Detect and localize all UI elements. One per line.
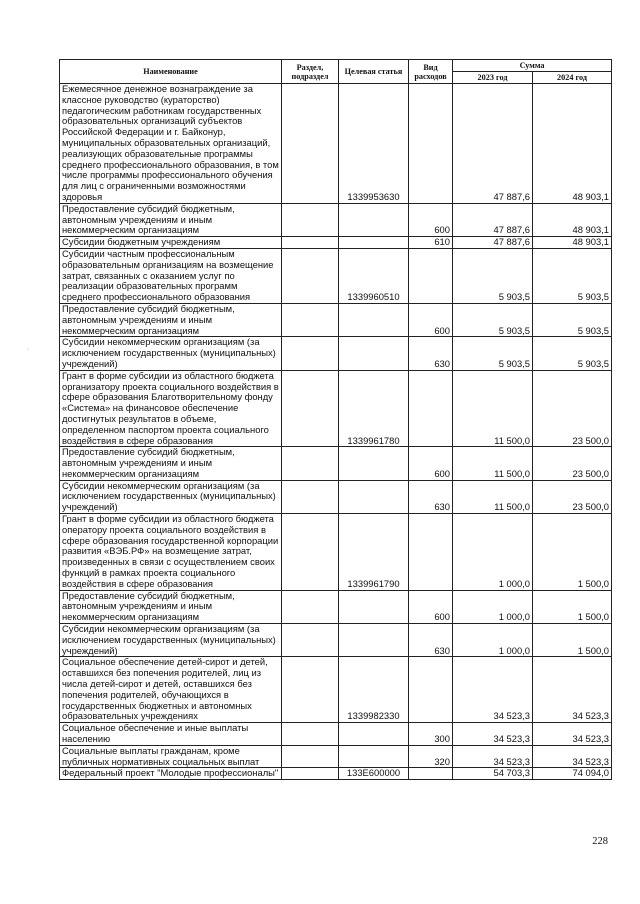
row-name: Федеральный проект "Молодые профессионалы" [60, 768, 282, 780]
row-sum-2024: 23 500,0 [533, 370, 612, 447]
row-kind: 600 [409, 447, 453, 480]
row-sum-2023: 54 703,3 [453, 768, 533, 780]
row-sum-2024: 34 523,3 [533, 745, 612, 768]
table-row [60, 624, 612, 657]
row-sum-2024: 34 523,3 [533, 723, 612, 746]
row-target: 133E600000 [339, 768, 409, 780]
row-sum-2024: 1 500,0 [533, 624, 612, 657]
table-row [60, 590, 612, 623]
row-name: Субсидии некоммерческим организациям (за исключением государственных (муниципальных) учреждений) [60, 480, 282, 513]
header-target: Целевая статья [339, 60, 409, 84]
row-kind [409, 657, 453, 723]
row-name: Субсидии некоммерческим организациям (за исключением государственных (муниципальных) учреждений) [60, 624, 282, 657]
table-row [60, 337, 612, 370]
row-kind: 600 [409, 203, 453, 236]
row-sum-2023: 34 523,3 [453, 723, 533, 746]
header-name: Наименование [60, 60, 282, 84]
row-sum-2024: 48 903,1 [533, 203, 612, 236]
header-kind: Вид расходов [409, 60, 453, 84]
row-sum-2023: 11 500,0 [453, 370, 533, 447]
row-name: Предоставление субсидий бюджетным, автономным учреждениям и иным некоммерческим организациям [60, 303, 282, 336]
row-sum-2023: 34 523,3 [453, 745, 533, 768]
row-sum-2024: 5 903,5 [533, 248, 612, 303]
row-section [282, 624, 339, 657]
row-target: 1339982330 [339, 657, 409, 723]
row-section [282, 745, 339, 768]
table-row [60, 248, 612, 303]
row-sum-2023: 5 903,5 [453, 248, 533, 303]
row-target [339, 447, 409, 480]
header-year-2024: 2024 год [533, 72, 612, 84]
row-target: 1339960510 [339, 248, 409, 303]
row-target [339, 480, 409, 513]
header-year-2023: 2023 год [453, 72, 533, 84]
table-row [60, 447, 612, 480]
table-row [60, 84, 612, 204]
row-target [339, 723, 409, 746]
table-row [60, 514, 612, 591]
table-row [60, 745, 612, 768]
row-target [339, 203, 409, 236]
table-body [60, 84, 612, 780]
row-name: Грант в форме субсидии из областного бюджета организатору проекта социального воздействия в сфере образования Благотворительному фонду «Система» на финансовое обеспечение достигнутых результатов в объеме, определенном паспортом проекта социального воздействия в сфере образования [60, 370, 282, 447]
row-target [339, 624, 409, 657]
row-section [282, 203, 339, 236]
row-kind: 600 [409, 590, 453, 623]
row-target [339, 590, 409, 623]
row-section [282, 768, 339, 780]
row-kind: 630 [409, 337, 453, 370]
table-row [60, 480, 612, 513]
row-kind [409, 370, 453, 447]
row-target [339, 745, 409, 768]
row-section [282, 303, 339, 336]
table-row [60, 303, 612, 336]
row-section [282, 84, 339, 204]
table-row [60, 723, 612, 746]
row-name: Субсидии некоммерческим организациям (за исключением государственных (муниципальных) учреждений) [60, 337, 282, 370]
row-section [282, 237, 339, 249]
row-sum-2024: 74 094,0 [533, 768, 612, 780]
row-sum-2024: 34 523,3 [533, 657, 612, 723]
row-sum-2023: 47 887,6 [453, 237, 533, 249]
row-sum-2023: 5 903,5 [453, 337, 533, 370]
row-name: Предоставление субсидий бюджетным, автономным учреждениям и иным некоммерческим организациям [60, 203, 282, 236]
scan-artifact-dot: · [27, 346, 30, 353]
table-header [60, 60, 612, 84]
row-kind: 630 [409, 480, 453, 513]
row-kind [409, 514, 453, 591]
row-name: Предоставление субсидий бюджетным, автономным учреждениям и иным некоммерческим организациям [60, 447, 282, 480]
row-name: Субсидии бюджетным учреждениям [60, 237, 282, 249]
table-row [60, 237, 612, 249]
row-name: Социальное обеспечение детей-сирот и детей, оставшихся без попечения родителей, лиц из числа детей-сирот и детей, оставшихся без попечения родителей, обучающихся в государственных бюджетных и автономных образовательных учреждениях [60, 657, 282, 723]
row-kind: 630 [409, 624, 453, 657]
header-sum: Сумма [453, 60, 612, 72]
row-target [339, 303, 409, 336]
row-section [282, 370, 339, 447]
row-sum-2023: 5 903,5 [453, 303, 533, 336]
row-kind [409, 248, 453, 303]
row-sum-2024: 23 500,0 [533, 480, 612, 513]
row-section [282, 514, 339, 591]
table-row [60, 203, 612, 236]
row-kind: 320 [409, 745, 453, 768]
row-kind: 610 [409, 237, 453, 249]
row-section [282, 337, 339, 370]
row-sum-2024: 5 903,5 [533, 303, 612, 336]
row-sum-2023: 34 523,3 [453, 657, 533, 723]
row-section [282, 723, 339, 746]
row-target: 1339961790 [339, 514, 409, 591]
row-sum-2023: 1 000,0 [453, 624, 533, 657]
table-row [60, 657, 612, 723]
row-name: Ежемесячное денежное вознаграждение за классное руководство (кураторство) педагогическим работникам государственных образовательных организаций субъектов Российской Федерации и г. Байконур, муниципальных образовательных организаций, реализующих образовательные программы среднего профессионального образования, в том числе программы профессионального обучения для лиц с ограниченными возможностями здоровья [60, 84, 282, 204]
row-sum-2023: 1 000,0 [453, 590, 533, 623]
row-name: Предоставление субсидий бюджетным, автономным учреждениям и иным некоммерческим организациям [60, 590, 282, 623]
row-sum-2023: 11 500,0 [453, 447, 533, 480]
row-sum-2024: 48 903,1 [533, 84, 612, 204]
row-target [339, 237, 409, 249]
row-target [339, 337, 409, 370]
row-sum-2024: 48 903,1 [533, 237, 612, 249]
row-kind: 300 [409, 723, 453, 746]
row-kind [409, 768, 453, 780]
row-name: Социальные выплаты гражданам, кроме публичных нормативных социальных выплат [60, 745, 282, 768]
row-sum-2024: 1 500,0 [533, 514, 612, 591]
row-sum-2023: 1 000,0 [453, 514, 533, 591]
budget-table [59, 59, 612, 780]
row-section [282, 657, 339, 723]
row-name: Грант в форме субсидии из областного бюджета оператору проекта социального воздействия в сфере образования государственной корпорации развития «ВЭБ.РФ» на возмещение затрат, произведенных в связи с осуществлением своих функций в рамках проекта социального воздействия в сфере образования [60, 514, 282, 591]
row-name: Субсидии частным профессиональным образовательным организациям на возмещение затрат, связанных с оказанием услуг по реализации образовательных программ среднего профессионального образования [60, 248, 282, 303]
row-section [282, 248, 339, 303]
row-kind: 600 [409, 303, 453, 336]
row-sum-2023: 47 887,6 [453, 84, 533, 204]
row-sum-2024: 1 500,0 [533, 590, 612, 623]
header-section: Раздел, подраздел [282, 60, 339, 84]
row-section [282, 590, 339, 623]
row-sum-2023: 11 500,0 [453, 480, 533, 513]
row-sum-2024: 23 500,0 [533, 447, 612, 480]
row-kind [409, 84, 453, 204]
row-target: 1339961780 [339, 370, 409, 447]
row-sum-2023: 47 887,6 [453, 203, 533, 236]
row-section [282, 447, 339, 480]
row-section [282, 480, 339, 513]
table-row [60, 370, 612, 447]
page-number: 228 [592, 836, 608, 847]
table-row [60, 768, 612, 780]
row-sum-2024: 5 903,5 [533, 337, 612, 370]
row-name: Социальное обеспечение и иные выплаты населению [60, 723, 282, 746]
row-target: 1339953630 [339, 84, 409, 204]
